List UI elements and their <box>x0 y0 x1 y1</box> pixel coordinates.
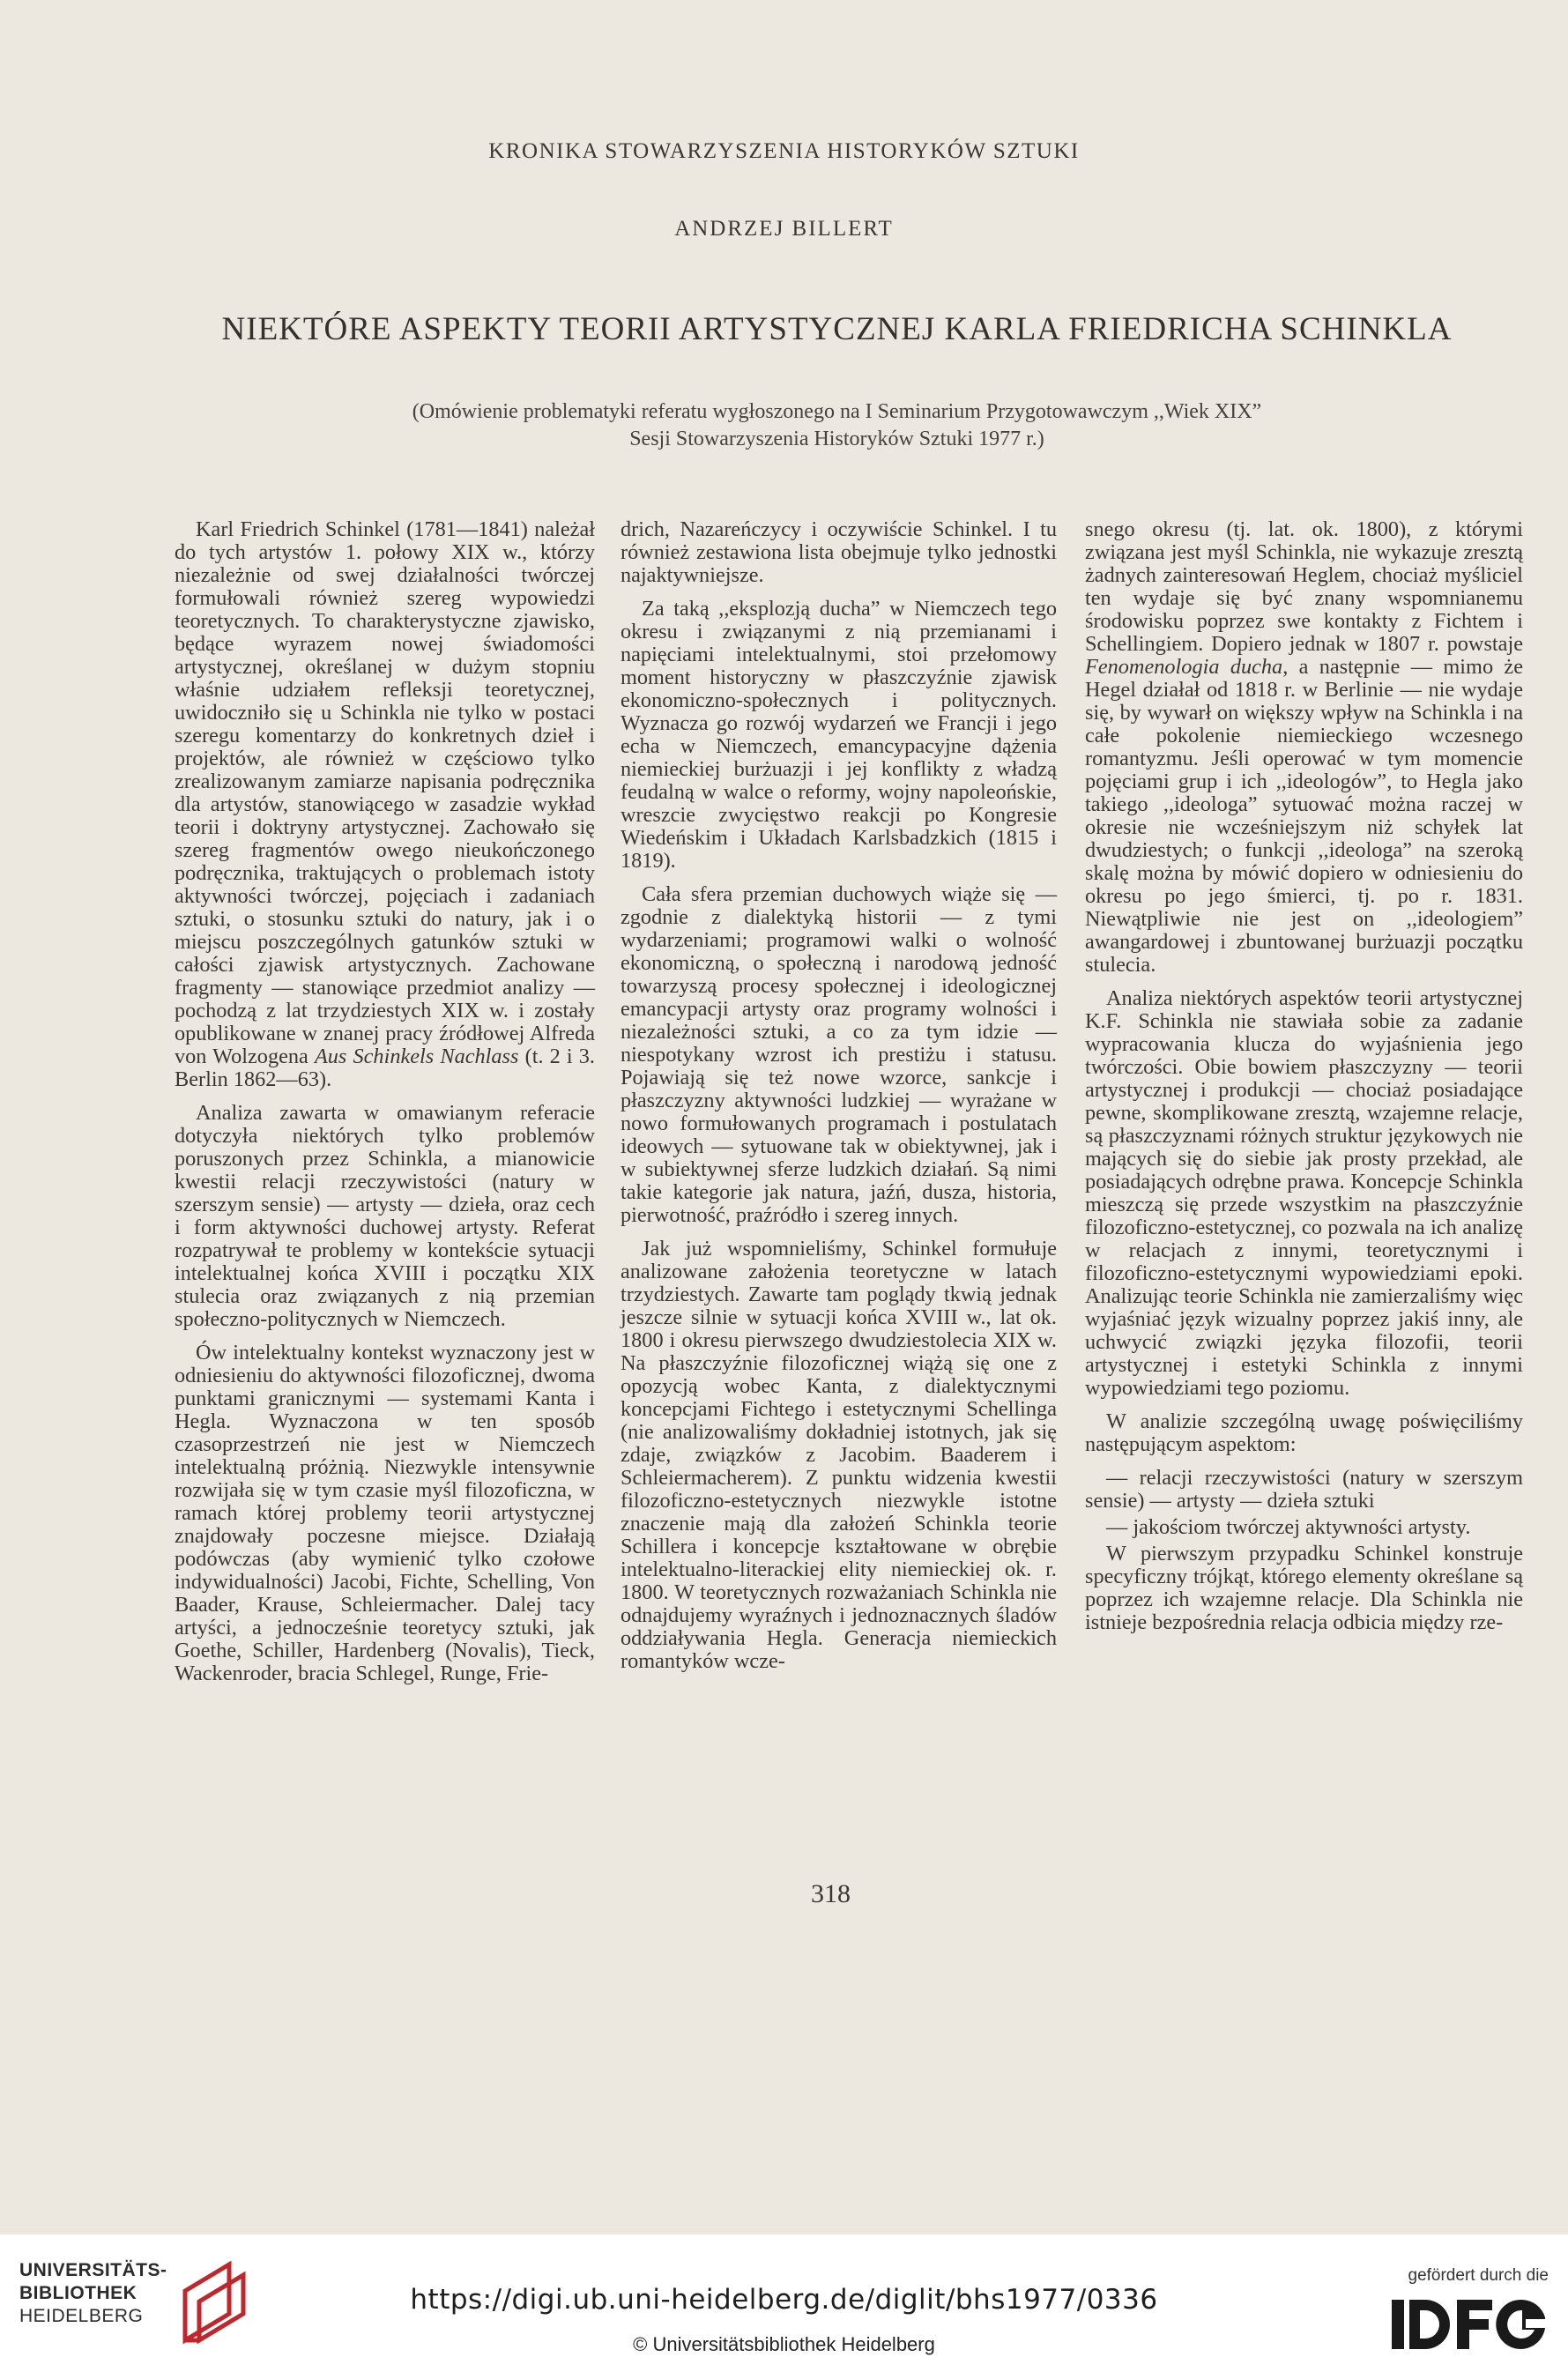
text-run: Karl Friedrich Schinkel (1781—1841) należał do tych artystów 1. połowy XIX w., którzy niezależnie od swej działalności twórczej formułowali również szereg wypowiedzi teoretycznych. To charakterystyczne zjawisko, będące wyrazem nowej świadomości artystycznej, określanej w dużym stopniu właśnie udziałem refleksji teoretycznej, uwidoczniło się u Schinkla nie tylko w postaci szeregu komentarzy do konkretnych dzieł i projektów, ale również w częściowo tylko zrealizowanym zamiarze napisania podręcznika dla artystów, stanowiącego w zasadzie wykład teorii i doktryny artystycznej. Zachowało się szereg fragmentów owego nieukończonego podręcznika, traktujących o problemach istoty aktywności twórczej, pojęciach i zadaniach sztuki, o stosunku sztuki do natury, jak i o miejscu poszczególnych gatunków sztuki w całości zjawisk artystycznych. Zachowane fragmenty — stanowiące przedmiot analizy — pochodzą z lat trzydziestych XIX w. i zostały opublikowane w znanej pracy źródłowej Alfreda von Wolzogena <box>175 517 595 1068</box>
paragraph: Analiza zawarta w omawianym referacie dotyczyła niektórych tylko problemów poruszonych przez Schinkla, a mianowicie kwestii relacji rzeczywistości (natury w szerszym sensie) — artysty — dzieła, oraz cech i form aktywności duchowej artysty. Referat rozpatrywał te problemy w kontekście sytuacji intelektualnej końca XVIII i początku XIX stulecia oraz związanych z nią przemian społeczno-politycznych w Niemczech. <box>175 1101 595 1331</box>
text-column-3 <box>1085 518 1523 1645</box>
paragraph: Jak już wspomnieliśmy, Schinkel formułuje analizowane założenia teoretyczne w latach trzydziestych. Zawarte tam poglądy tkwią jednak jeszcze silnie w sytuacji końca XVIII w., lat ok. 1800 i okresu pierwszego dwudziestolecia XIX w. Na płaszczyźnie filozoficznej wiążą się one z opozycją wobec Kanta, z dialektycznymi koncepcjami Fichtego i estetycznymi Schellinga (nie analizowaliśmy dokładniej istotnych, jak się zdaje, związków z Jacobim. Baaderem i Schleiermacherem). Z punktu widzenia kwestii filozoficzno-estetycznych niezwykle istotne znaczenie mają dla założeń Schinkla teorie Schillera i koncepcje kształtowane w obrębie intelektualno-literackiej elity niemieckiej ok. r. 1800. W teoretycznych rozważaniach Schinkla nie odnajdujemy wyraźnych i jednoznacznych śladów oddziaływania Hegla. Generacja niemieckich romantyków wcze- <box>621 1237 1057 1673</box>
text-column-1 <box>175 518 595 1696</box>
library-name-line-3: HEIDELBERG <box>19 2306 144 2326</box>
text-run: (t. 2 i 3. Berlin 1862—63). <box>175 1045 595 1091</box>
subtitle-line-1: (Omówienie problematyki referatu wygłoszonego na I Seminarium Przygotowawczym ,,Wiek XIX” <box>412 400 1262 423</box>
list-item: — jakościom twórczej aktywności artysty. <box>1106 1515 1471 1539</box>
page-number: 318 <box>811 1879 851 1908</box>
dfg-logo-icon <box>1390 2293 1549 2354</box>
library-name-line-1: UNIVERSITÄTS- <box>19 2260 167 2280</box>
list-item: — relacji rzeczywistości (natury w szerszym sensie) — artysty — dzieła sztuki <box>1085 1466 1523 1513</box>
text-column-2 <box>621 518 1057 1684</box>
copyright-notice: © Universitätsbibliothek Heidelberg <box>633 2333 935 2355</box>
paragraph: Cała sfera przemian duchowych wiąże się — zgodnie z dialektyką historii — z tymi wydarzeniami; programowi walki o wolność ekonomiczną, o społeczną i narodową jedność towarzyszą procesy społecznej i ideologicznej emancypacji artysty oraz programy wolności i niezależności sztuki, a co za tym idzie — niespotykany wzrost ich prestiżu i statusu. Pojawiają się też nowe wzorce, sankcje i płaszczyzny aktywności ludzkiej — wyrażane w nowo formułowanych programach i postulatach ideowych — sytuowane tak w obiektywnej, jak i w subiektywnej sferze ludzkich działań. Są nimi takie kategorie jak natura, jaźń, dusza, historia, pierwotność, praźródło i szereg innych. <box>621 882 1057 1227</box>
paragraph: Ów intelektualny kontekst wyznaczony jest w odniesieniu do aktywności filozoficznej, dwoma punktami granicznymi — systemami Kanta i Hegla. Wyznaczona w ten sposób czasoprzestrzeń nie jest w Niemczech intelektualną próżnią. Niezwykle intensywnie rozwijała się w tym czasie myśl filozoficzna, w ramach której problemy teorii artystycznej znajdowały poczesne miejsce. Działają podówczas (aby wymienić tylko czołowe indywidualności) Jacobi, Fichte, Schelling, Von Baader, Krause, Schleiermacher. Dalej tacy artyści, a jednocześnie teoretycy sztuki, jak Goethe, Schiller, Hardenberg (Novalis), Tieck, Wackenroder, bracia Schlegel, Runge, Frie- <box>175 1341 595 1685</box>
paragraph: Za taką ,,eksplozją ducha” w Niemczech tego okresu i związanymi z nią przemianami i napięciami intelektualnymi, stoi przełomowy moment historyczny w płaszczyźnie zjawisk ekonomiczno-społecznych i politycznych. Wyznacza go rozwój wydarzeń we Francji i jego echa w Niemczech, emancypacyjne dążenia niemieckiej burżuazji i jej konflikty z władzą feudalną w walce o reformy, wojny napoleońskie, wreszcie zwycięstwo reakcji po Kongresie Wiedeńskim i Układach Karlsbadzkich (1815 i 1819). <box>621 597 1057 873</box>
funding-note: gefördert durch die <box>1408 2266 1549 2285</box>
text-run: , a następnie — mimo że Hegel działał od 1818 r. w Berlinie — nie wydaje się, by wywarł on większy wpływ na Schinkla i na całe pokolenie niemieckiego wczesnego romantyzmu. Jeśli operować w tym momencie pojęciami grup i ich ,,ideologów”, to Hegla jako takiego ,,ideologa” sytuować można raczej w okresie nie wcześniejszym niż schyłek lat dwudziestych; o funkcji ,,ideologa” na szeroką skalę można by mówić dopiero w odniesieniu do okresu po jego śmierci, tj. po r. 1831. Niewątpliwie nie jest on ,,ideologiem” awangardowej i zbuntowanej burżuazji początku stulecia. <box>1085 655 1523 977</box>
permalink-url[interactable]: https://digi.ub.uni-heidelberg.de/diglit/bhs1977/0336 <box>410 2284 1158 2316</box>
funder-logo[interactable] <box>1381 2266 1549 2360</box>
book-title: Aus Schinkels Nachlass <box>314 1045 519 1068</box>
paragraph <box>175 518 595 1091</box>
article-subtitle <box>53 398 1568 453</box>
subtitle-line-2: Sesji Stowarzyszenia Historyków Sztuki 1977 r.) <box>629 428 1044 450</box>
text-run: snego okresu (tj. lat. ok. 1800), z którymi związana jest myśl Schinkla, nie wykazuje zresztą żadnych zainteresowań Heglem, chociaż myśliciel ten wydaje się być znany wspomnianemu środowisku poprzez swe kontakty z Fichtem i Schellingiem. Dopiero jednak w 1807 r. powstaje <box>1085 517 1523 656</box>
book-title: Fenomenologia ducha <box>1085 655 1283 679</box>
paragraph <box>1085 518 1523 977</box>
paragraph: drich, Nazareńczycy i oczywiście Schinkel. I tu również zestawiona lista obejmuje tylko jednostki najaktywniejsze. <box>621 517 1057 587</box>
viewer-footer <box>0 2234 1568 2372</box>
paragraph: Analiza niektórych aspektów teorii artystycznej K.F. Schinkla nie stawiała sobie za zadanie wypracowania klucza do wyjaśnienia jego twórczości. Obie bowiem płaszczyzny — teorii artystycznej i produkcji — chociaż posiadające pewne, skomplikowane zresztą, wzajemne relacje, są płaszczyznami różnych struktur językowych nie mających się do siebie jak prosty przekład, ale posiadających odrębne prawa. Koncepcje Schinkla mieszczą się przede wszystkim na płaszczyźnie filozoficzno-estetycznej, co pozwala na ich analizę w relacjach z innymi, teoretycznymi i filozoficzno-estetycznymi wypowiedziami epoki. Analizując teorie Schinkla nie zamierzaliśmy więc wyjaśniać język wizualny poprzez jakiś inny, ale uchwycić związki języka filozofii, teorii artystycznej i estetyki Schinkla z innymi wypowiedziami tego poziomu. <box>1085 986 1523 1400</box>
article-title: NIEKTÓRE ASPEKTY TEORII ARTYSTYCZNEJ KARLA FRIEDRICHA SCHINKLA <box>221 311 1453 347</box>
paragraph: W analizie szczególną uwagę poświęciliśmy następującym aspektom: <box>1085 1409 1523 1456</box>
article-author: ANDRZEJ BILLERT <box>674 217 894 241</box>
library-name-line-2: BIBLIOTHEK <box>19 2283 137 2303</box>
paragraph: W pierwszym przypadku Schinkel konstruje specyficzny trójkąt, którego elementy określane są poprzez ich wzajemne relacje. Dla Schinkla nie istnieje bezpośrednia relacja odbicia między rze- <box>1085 1542 1523 1634</box>
section-header: KRONIKA STOWARZYSZENIA HISTORYKÓW SZTUKI <box>488 139 1080 163</box>
